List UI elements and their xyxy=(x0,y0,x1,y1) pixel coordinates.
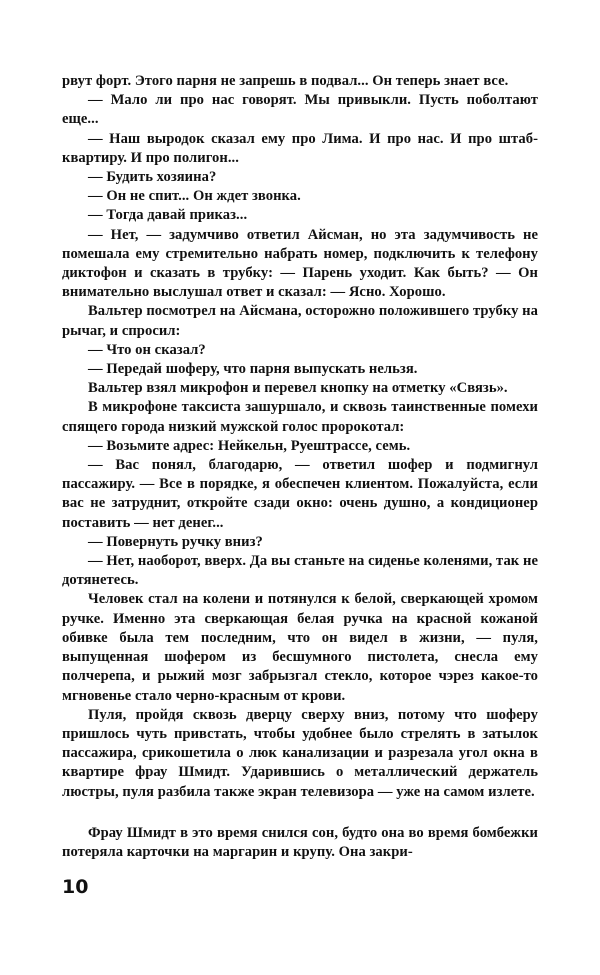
page-number: 10 xyxy=(62,876,89,898)
paragraph: — Тогда давай приказ... xyxy=(88,207,248,224)
paragraph: рвут форт. Этого парня не запрешь в подвал... Он теперь знает все. xyxy=(62,73,509,89)
paragraph: — Возьмите адрес: Нейкельн, Руештрассе, семь. xyxy=(88,437,411,454)
paragraph: — Нет, — задумчиво ответил Айсман, но эта задумчивость не помешала ему стремительно набрать номер, подключить к телефону диктофон и сказать в трубку: — Парень уходит. Как быть? — Он внимательно выслушал ответ и сказал: — Ясно. Хорошо. xyxy=(62,226,538,301)
paragraph: — Он не спит... Он ждет звонка. xyxy=(88,188,301,205)
paragraph: Пуля, пройдя сквозь дверцу сверху вниз, потому что шоферу пришлось чуть привстать, чтобы удобнее было стрелять в затылок пассажира, срикошетила о люк канализации и разрезала угол окна в квартире фрау Шмидт. Ударившись о металлический держатель люстры, пуля разбила также экран телевизора — уже на самом излете. xyxy=(62,706,538,800)
paragraph: — Что он сказал? xyxy=(88,341,206,358)
paragraph: В микрофоне таксиста зашуршало, и сквозь таинственные помехи спящего города низкий мужской голос пророкотал: xyxy=(62,399,538,435)
paragraph: Вальтер посмотрел на Айсмана, осторожно положившего трубку на рычаг, и спросил: xyxy=(62,303,538,339)
paragraph: — Нет, наоборот, вверх. Да вы станьте на сиденье коленями, так не дотянетесь. xyxy=(62,553,538,589)
paragraph: Фрау Шмидт в это время снился сон, будто она во время бомбежки потеряла карточки на маргарин и крупу. Она закри- xyxy=(62,824,538,860)
paragraph: — Мало ли про нас говорят. Мы привыкли. Пусть поболтают еще... xyxy=(62,92,538,128)
paragraph: — Наш выродок сказал ему про Лима. И про нас. И про штаб-квартиру. И про полигон... xyxy=(62,130,538,166)
paragraph: — Будить хозяина? xyxy=(88,169,217,186)
paragraph: — Вас понял, благодарю, — ответил шофер и подмигнул пассажиру. — Все в порядке, я обеспечен клиентом. Пожалуйста, если вас не затруднит, откройте сзади окно: очень душно, а кондиционер поставить — нет денег... xyxy=(62,457,538,531)
paragraph: Вальтер взял микрофон и перевел кнопку на отметку «Связь». xyxy=(88,380,508,397)
paragraph: — Передай шоферу, что парня выпускать нельзя. xyxy=(88,361,418,378)
paragraph: Человек стал на колени и потянулся к белой, сверкающей хромом ручке. Именно эта сверкающая белая ручка на красной кожаной обивке была тем последним, что он видел в жизни, — пуля, выпущенная шофером из бесшумного пистолета, снесла ему полчерепа, и рыжий мозг забрызгал стекло, которое чэрез какое-то мгновенье стало черно-красным от крови. xyxy=(62,591,538,704)
body-text xyxy=(62,72,538,862)
paragraph: — Повернуть ручку вниз? xyxy=(88,533,263,550)
